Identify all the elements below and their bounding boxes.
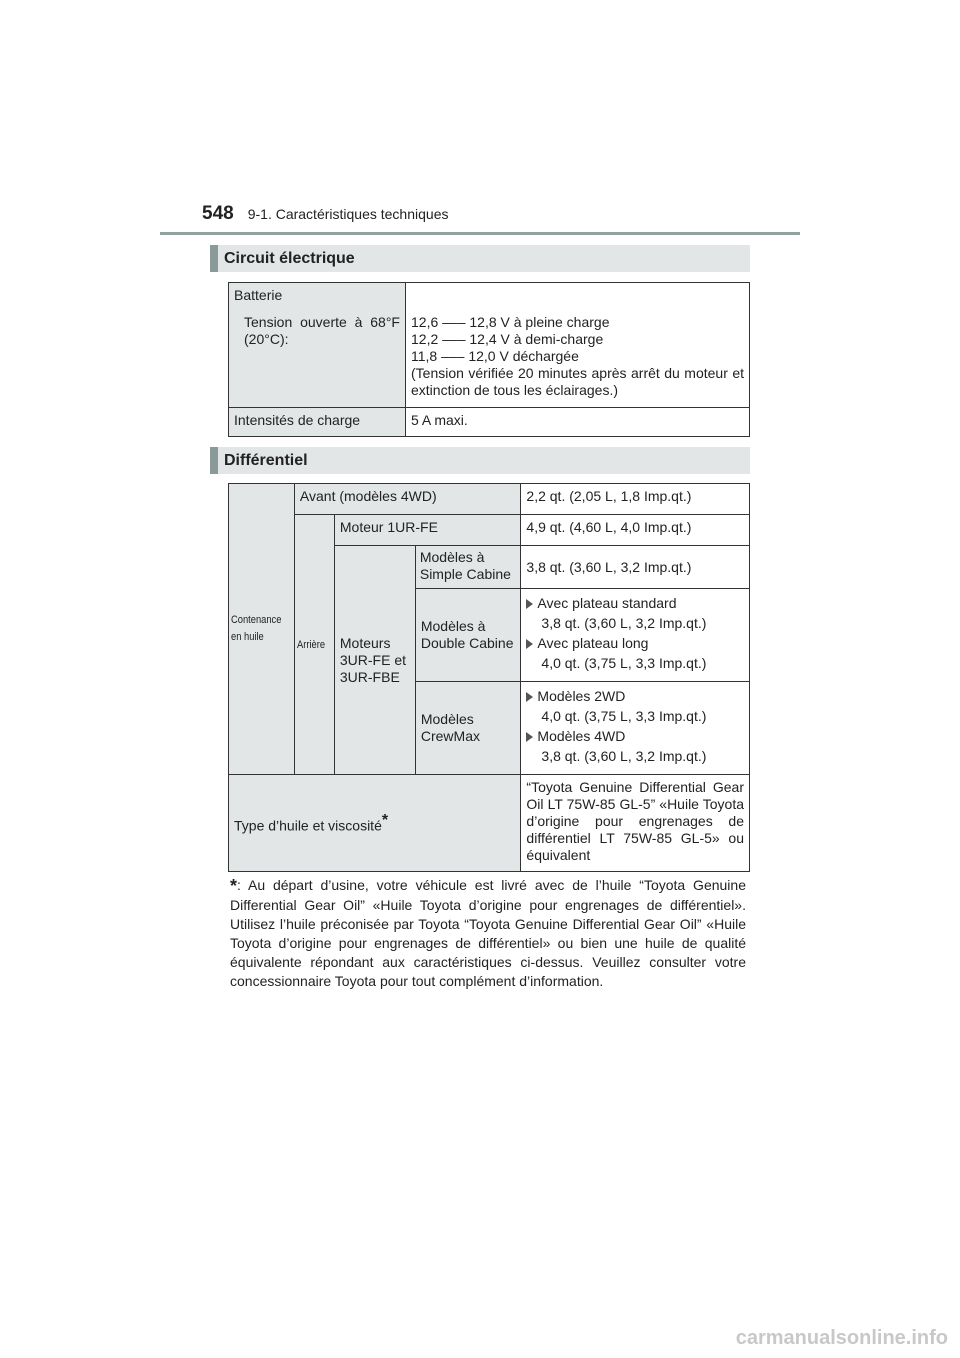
capacity-label: Contenance en huile [231, 614, 282, 643]
battery-label: Batterie [234, 287, 283, 303]
voltage-line: 11,8 ––– 12,0 V déchargée [411, 348, 579, 364]
page-number: 548 [202, 203, 234, 224]
voltage-note: (Tension vérifiée 20 minutes après arrêt du moteur et extinction de tous les éclairages.) [411, 365, 744, 398]
arrow-right-icon [526, 692, 533, 702]
voltage-values [406, 283, 750, 408]
footnote [230, 876, 746, 991]
double-std-value: 3,8 qt. (3,60 L, 3,2 Imp.qt.) [541, 615, 707, 631]
section-title: 9-1. Caractéristiques techniques [247, 206, 449, 222]
arrow-right-icon [526, 639, 533, 649]
crewmax-label: Modèles CrewMax [415, 682, 521, 775]
footnote-text: : Au départ d’usine, votre véhicule est livré avec de l’huile “Toyota Genuine Differential Gear Oil” «Huile Toyota d’origine pour engrenages de différentiel». Utilisez l’huile préconisée par Toyota “Toyota Genuine Differential Gear Oil” «Huile Toyota d’origine pour engrenages de différentiel» ou bien une huile de qualité équivalente répondant aux caractéristiques ci-dessus. Veuillez consulter votre concessionnaire Toyota pour tout complément d’information. [230, 877, 746, 989]
oil-type-label: Type d’huile et viscosité [234, 817, 382, 834]
front-value: 2,2 qt. (2,05 L, 1,8 Imp.qt.) [521, 484, 750, 515]
electrical-heading: Circuit électrique [210, 245, 750, 272]
voltage-line: 12,2 ––– 12,4 V à demi-charge [411, 331, 604, 347]
differential-heading: Différentiel [210, 447, 750, 474]
differential-table [228, 483, 750, 872]
crew-4wd-label: Modèles 4WD [537, 728, 626, 744]
double-cab-values [521, 589, 750, 682]
charge-value: 5 A maxi. [406, 408, 750, 437]
oil-type-value: “Toyota Genuine Differential Gear Oil LT 75W-85 GL-5” «Huile Toyota d’origine pour engrenages de différentiel LT 75W-85 GL-5» ou équivalent [521, 775, 750, 872]
double-long-value: 4,0 qt. (3,75 L, 3,3 Imp.qt.) [541, 655, 707, 671]
charge-label: Intensités de charge [229, 408, 406, 437]
crew-4wd-value: 3,8 qt. (3,60 L, 3,2 Imp.qt.) [541, 748, 707, 764]
engine-1ur-label: Moteur 1UR-FE [334, 515, 521, 546]
oil-type-label-cell [229, 775, 521, 872]
capacity-label-cell [229, 484, 295, 775]
crew-2wd-value: 4,0 qt. (3,75 L, 3,3 Imp.qt.) [541, 708, 707, 724]
header-rule [160, 232, 800, 235]
double-cab-label: Modèles à Double Cabine [415, 589, 521, 682]
oil-type-star: * [381, 811, 389, 829]
double-long-label: Avec plateau long [537, 635, 649, 651]
page-header [202, 203, 448, 225]
crewmax-values [521, 682, 750, 775]
arrow-right-icon [526, 599, 533, 609]
crew-2wd-label: Modèles 2WD [537, 688, 626, 704]
battery-cell [229, 283, 406, 408]
double-std-label: Avec plateau standard [537, 595, 677, 611]
voltage-line: 12,6 ––– 12,8 V à pleine charge [411, 314, 610, 330]
rear-label-cell [294, 515, 334, 775]
footnote-star: * [230, 876, 238, 896]
engines-3ur-label: Moteurs 3UR-FE et 3UR-FBE [334, 546, 415, 775]
single-cab-value: 3,8 qt. (3,60 L, 3,2 Imp.qt.) [521, 546, 750, 589]
engine-1ur-value: 4,9 qt. (4,60 L, 4,0 Imp.qt.) [521, 515, 750, 546]
arrow-right-icon [526, 732, 533, 742]
watermark: carmanualsonline.info [735, 1327, 948, 1349]
single-cab-label: Modèles à Simple Cabine [415, 546, 521, 589]
front-label: Avant (modèles 4WD) [294, 484, 521, 515]
voltage-label: Tension ouverte à 68°F (20°C): [244, 314, 400, 347]
rear-label: Arrière [296, 639, 325, 651]
electrical-table [228, 282, 750, 437]
